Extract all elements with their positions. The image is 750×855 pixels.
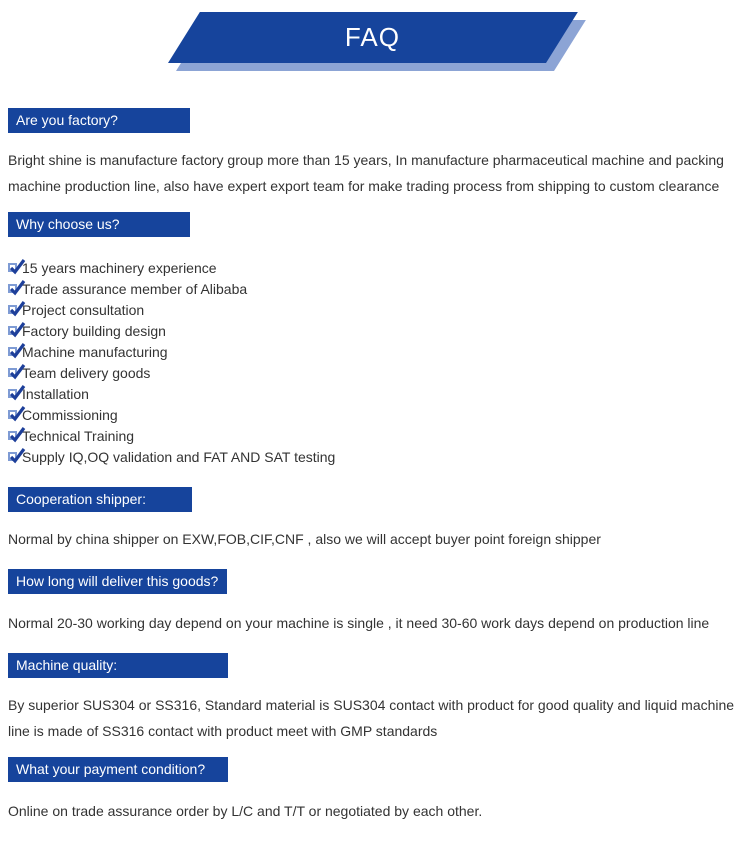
checkbox-checked-icon [8,368,17,377]
checklist-item [8,404,750,425]
checkbox-checked-icon [8,326,17,335]
section-heading-bar [8,108,190,133]
checklist-item [8,299,750,320]
faq-section-factory [0,108,750,199]
checkbox-checked-icon [8,410,17,419]
section-heading-bar [8,487,192,512]
checkbox-checked-icon [8,389,17,398]
checkbox-checked-icon [8,431,17,440]
section-body: By superior SUS304 or SS316, Standard material is SUS304 contact with product for good quality and liquid machine line is made of SS316 contact with product meet with GMP standards [8,697,735,739]
section-body: Bright shine is manufacture factory group more than 15 years, In manufacture pharmaceutical machine and packing machine production line, also have expert export team for make trading process from shipping to custom clearance [8,152,724,194]
checklist-item [8,320,750,341]
checklist-item-label: 15 years machinery experience [22,259,217,276]
checkbox-checked-icon [8,347,17,356]
section-heading-bar [8,653,228,678]
faq-page [0,12,750,824]
checklist-item-label: Project consultation [22,301,145,318]
section-heading: Why choose us? [16,216,120,232]
section-heading: Are you factory? [16,112,118,128]
section-heading-bar [8,212,190,237]
checklist-item-label: Technical Training [22,427,135,444]
faq-section-delivery-time [0,569,750,636]
checkbox-checked-icon [8,305,17,314]
section-heading: Machine quality: [16,657,118,673]
checklist-item-label: Team delivery goods [22,364,151,381]
checklist-item-label: Commissioning [22,406,118,423]
checklist-item [8,278,750,299]
faq-section-shipper [0,487,750,552]
section-body: Online on trade assurance order by L/C and T/T or negotiated by each other. [8,803,483,819]
checklist-item [8,446,750,467]
checklist-item [8,341,750,362]
section-heading: Cooperation shipper: [16,491,146,507]
section-heading: How long will deliver this goods? [16,573,219,589]
checklist-item-label: Supply IQ,OQ validation and FAT AND SAT testing [22,448,336,465]
checklist-item [8,383,750,404]
faq-banner [0,12,750,83]
faq-section-why-choose-us [0,212,750,467]
section-body: Normal 20-30 working day depend on your machine is single , it need 30-60 work days depend on production line [8,615,710,631]
checkbox-checked-icon [8,263,17,272]
checkbox-checked-icon [8,452,17,461]
faq-banner-shape [168,12,578,63]
faq-section-machine-quality [0,653,750,744]
section-heading-bar [8,569,227,594]
checklist-item-label: Machine manufacturing [22,343,168,360]
checkbox-checked-icon [8,284,17,293]
section-body: Normal by china shipper on EXW,FOB,CIF,CNF , also we will accept buyer point foreign shipper [8,531,601,547]
checklist-item-label: Installation [22,385,89,402]
section-heading-bar [8,757,228,782]
faq-section-payment [0,757,750,824]
checklist-item-label: Trade assurance member of Alibaba [22,280,248,297]
section-heading: What your payment condition? [16,761,206,777]
checklist-item [8,257,750,278]
why-choose-us-list [8,257,750,467]
checklist-item-label: Factory building design [22,322,166,339]
checklist-item [8,425,750,446]
faq-banner-title: FAQ [345,22,401,52]
checklist-item [8,362,750,383]
